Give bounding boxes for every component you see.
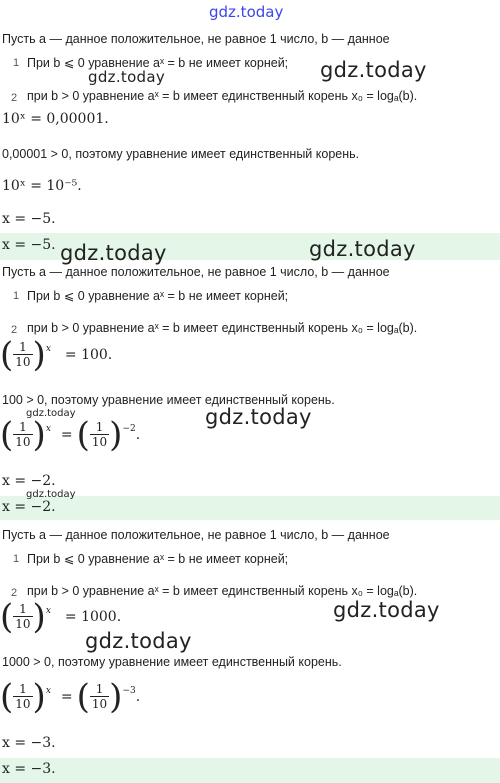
step-3-3: ( $\frac{1}{10}$ ) x = ( $\frac{1}{10}$ ) −3 . <box>0 677 141 717</box>
step-2-2: 100 > 0, поэтому уравнение имеет единственный корень. <box>2 393 335 407</box>
watermark: gdz.today <box>26 489 76 500</box>
step-2-3: ( $\frac{1}{10}$ ) x = ( $\frac{1}{10}$ ) −2 . <box>0 415 141 455</box>
rule-text-2b: при b > 0 уравнение aˣ = b имеет единственный корень x₀ = logₐ(b). <box>27 321 418 335</box>
step-1-2: 0,00001 > 0, поэтому уравнение имеет единственный корень. <box>2 147 360 161</box>
rule-text-2a: При b ⩽ 0 уравнение aˣ = b не имеет корней; <box>27 289 289 303</box>
watermark: gdz.today <box>85 629 192 653</box>
watermark: gdz.today <box>333 598 440 622</box>
watermark-top: gdz.today <box>209 3 284 21</box>
answer-1: x = −5. <box>2 237 56 253</box>
rule-text-3b: при b > 0 уравнение aˣ = b имеет единственный корень x₀ = logₐ(b). <box>27 584 418 598</box>
step-2-4: x = −2. <box>2 473 56 489</box>
intro-text-1: Пусть a — данное положительное, не равное 1 число, b — данное <box>2 32 390 46</box>
watermark: gdz.today <box>205 405 312 429</box>
step-1-3: 10ˣ = 10⁻⁵. <box>2 178 82 194</box>
rule-text-3a: При b ⩽ 0 уравнение aˣ = b не имеет корней; <box>27 552 289 566</box>
step-2-1: ( $\frac{1}{10}$ ) x = 100. <box>0 335 113 375</box>
rule-number-2b: 2 <box>11 324 18 336</box>
answer-3: x = −3. <box>2 761 56 777</box>
answer-band-3 <box>0 758 500 783</box>
watermark: gdz.today <box>26 408 76 419</box>
rule-number-3a: 1 <box>13 553 20 565</box>
rule-number-2a: 1 <box>13 290 20 302</box>
watermark: gdz.today <box>309 237 416 261</box>
rule-number-3b: 2 <box>11 587 18 599</box>
watermark: gdz.today <box>320 58 427 82</box>
rule-text-1b: при b > 0 уравнение aˣ = b имеет единственный корень x₀ = logₐ(b). <box>27 89 418 103</box>
watermark: gdz.today <box>88 68 166 86</box>
step-3-2: 1000 > 0, поэтому уравнение имеет единственный корень. <box>2 655 342 669</box>
step-3-1: ( $\frac{1}{10}$ ) x = 1000. <box>0 597 122 637</box>
answer-2: x = −2. <box>2 499 56 515</box>
watermark: gdz.today <box>60 241 167 265</box>
step-1-4: x = −5. <box>2 211 56 227</box>
step-3-4: x = −3. <box>2 735 56 751</box>
rule-text-1a: При b ⩽ 0 уравнение aˣ = b не имеет корней; <box>27 56 289 70</box>
rule-number-1a: 1 <box>13 57 20 69</box>
step-1-1: 10ˣ = 0,00001. <box>2 111 109 127</box>
rule-number-1b: 2 <box>11 92 18 104</box>
intro-text-3: Пусть a — данное положительное, не равное 1 число, b — данное <box>2 528 390 542</box>
intro-text-2: Пусть a — данное положительное, не равное 1 число, b — данное <box>2 265 390 279</box>
